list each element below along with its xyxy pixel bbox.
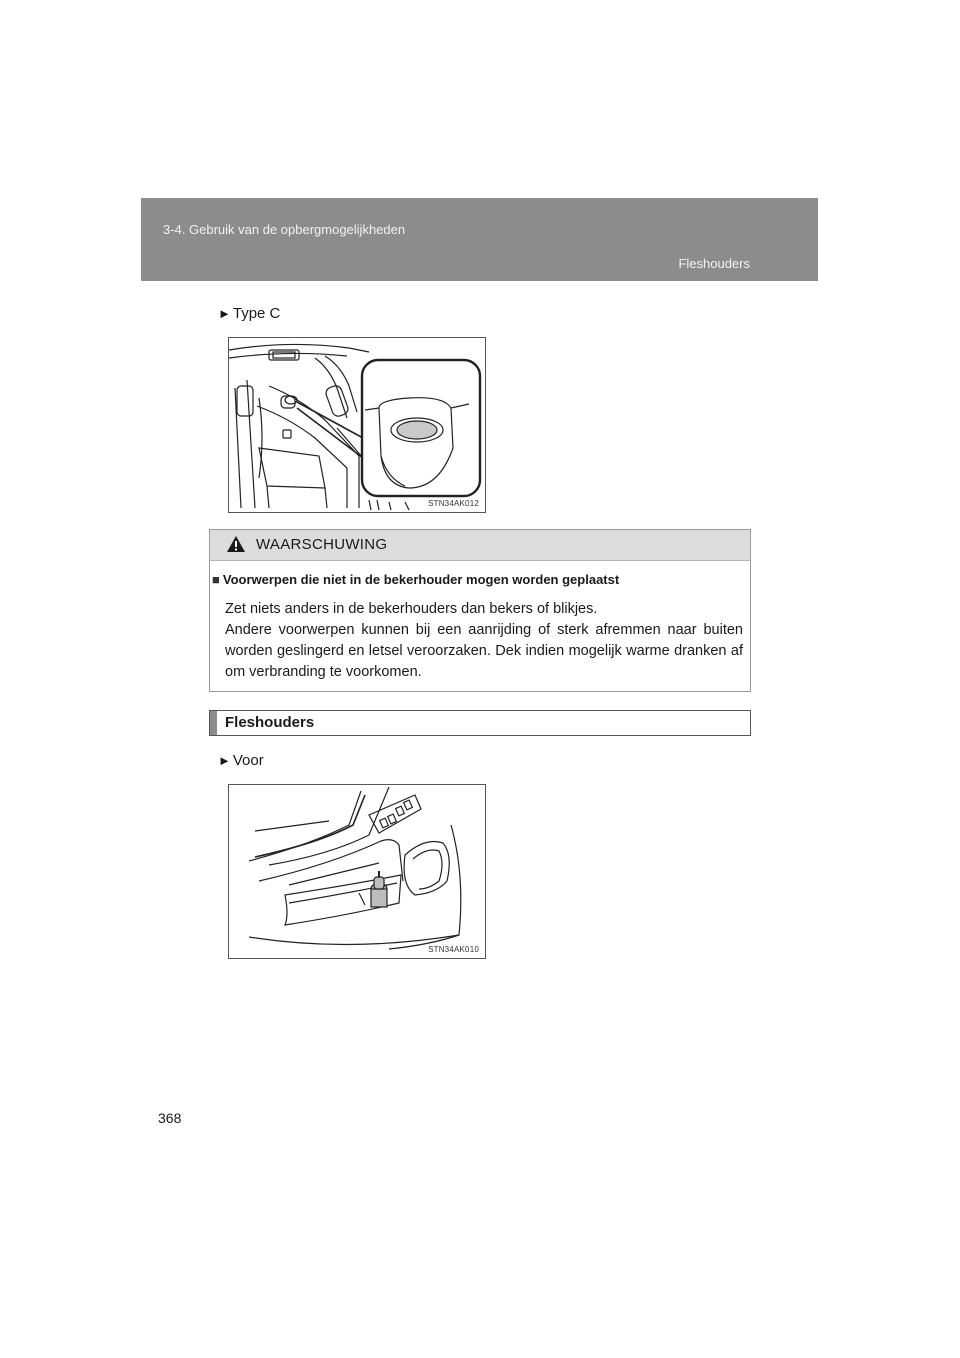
warning-body [225, 599, 743, 683]
cupholder-drawing [229, 338, 485, 512]
header-topic: Fleshouders [678, 256, 750, 271]
header-bar [141, 198, 818, 281]
cupholder-illustration [228, 337, 486, 513]
variant-label-text: Type C [232, 305, 281, 322]
figure-code: STN34AK012 [428, 499, 479, 508]
variant-label-type-c [218, 305, 280, 322]
warning-subheading [212, 572, 619, 587]
arrow-right-icon: ► [218, 306, 231, 321]
door-panel-drawing [229, 785, 485, 958]
bottle-holder-illustration [228, 784, 486, 959]
header-section: 3-4. Gebruik van de opbergmogelijkheden [163, 222, 406, 237]
variant-label-text: Voor [232, 752, 264, 769]
warning-triangle-icon [226, 535, 246, 553]
page-number: 368 [158, 1110, 182, 1126]
warning-subheading-text: Voorwerpen die niet in de bekerhouder mogen worden geplaatst [222, 572, 620, 587]
warning-paragraph: Andere voorwerpen kunnen bij een aanrijding of sterk afremmen naar buiten worden geslingerd en letsel veroorzaken. Dek indien mogelijk warme dranken af om verbranding te voorkomen. [225, 622, 743, 680]
warning-title: WAARSCHUWING [256, 536, 388, 553]
section-heading [209, 710, 751, 736]
section-heading-text: Fleshouders [225, 714, 315, 731]
warning-paragraph: Zet niets anders in de bekerhouders dan bekers of blikjes. [225, 601, 598, 617]
figure-code: STN34AK010 [428, 945, 479, 954]
arrow-right-icon: ► [218, 753, 231, 768]
section-accent-bar [210, 711, 217, 735]
warning-header [210, 530, 750, 561]
bullet-square-icon: ■ [212, 572, 220, 587]
warning-box [209, 529, 751, 692]
variant-label-voor [218, 752, 264, 769]
